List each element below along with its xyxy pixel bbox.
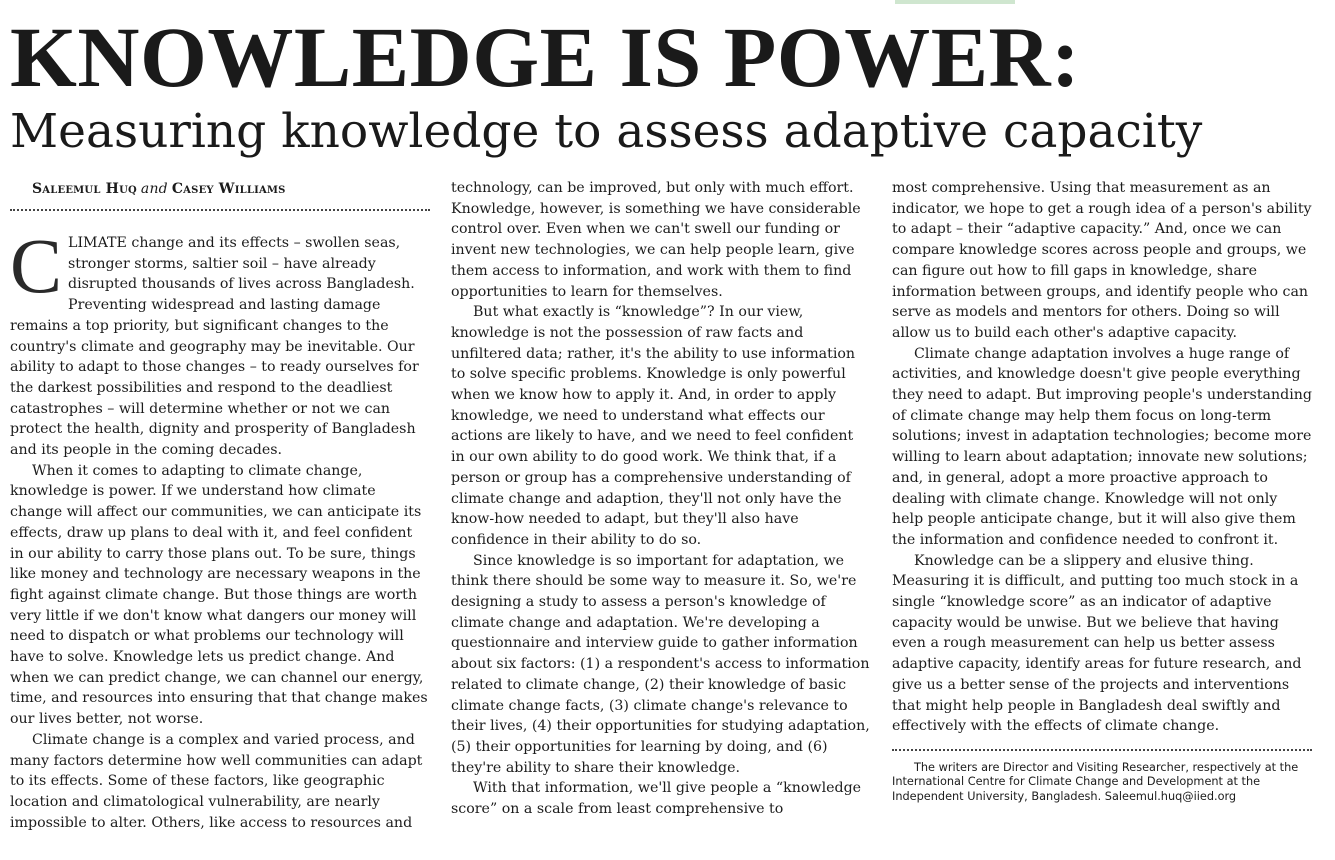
author-note: The writers are Director and Visiting Researcher, respectively at the International Centre for Climate Change and Development at the Independent University, Bangladesh. Saleemul.huq@iied.org xyxy=(892,760,1299,803)
article-paragraph: When it comes to adapting to climate change, knowledge is power. If we understand how climate change will affect our communities, we can anticipate its effects, draw up plans to deal with it, and feel confident in our ability to carry those plans out. To be sure, things like money and technology are necessary weapons in the fight against climate change. But those things are worth very little if we don't know what dangers our money will need to dispatch or what problems our technology will have to solve. Knowledge lets us predict change. And when we can predict change, we can channel our energy, time, and resources into ensuring that that change makes our lives better, not worse. xyxy=(10,462,428,728)
headline: KNOWLEDGE IS POWER: xyxy=(10,9,1081,105)
article-paragraph: Climate change is a complex and varied process, and many factors determine how well communities can adapt to its effects. Some of these factors, like geographic location and climatological vulnerability, are nearly impossible to alter. Others, like access to resources and xyxy=(10,731,423,831)
article-paragraph: With that information, we'll give people a “knowledge score” on a scale from least comprehensive to xyxy=(451,780,862,818)
article-column-1 xyxy=(10,178,430,833)
author-name: Saleemul Huq xyxy=(32,181,137,197)
article-paragraph: Climate change adaptation involves a huge range of activities, and knowledge doesn't give people everything they need to adapt. But improving people's understanding of climate change may help them focus on long-term solutions; invest in adaptation technologies; become more willing to learn about adaptation; innovate new solutions; and, in general, adopt a more proactive approach to dealing with climate change. Knowledge will not only help people anticipate change, but it will also give them the information and confidence needed to confront it. xyxy=(892,345,1312,548)
byline-conjunction: and xyxy=(140,181,168,197)
article-paragraph: technology, can be improved, but only with much effort. Knowledge, however, is something we have considerable control over. Even when we can't swell our funding or invent new technologies, we can help people learn, give them access to information, and work with them to find opportunities to learn for themselves. xyxy=(451,180,861,300)
article-paragraph: Since knowledge is so important for adaptation, we think there should be some way to measure it. So, we're designing a study to assess a person's knowledge of climate change and adaptation. We're developing a questionnaire and interview guide to gather information about six factors: (1) a respondent's access to information related to climate change, (2) their knowledge of basic climate change facts, (3) climate change's relevance to their lives, (4) their opportunities for studying adaptation, (5) their opportunities for learning by doing, and (6) they're ability to share their knowledge. xyxy=(451,552,870,776)
author-name: Casey Williams xyxy=(171,181,286,197)
article-paragraph: most comprehensive. Using that measurement as an indicator, we hope to get a rough idea of a person's ability to adapt – their “adaptive capacity.” And, once we can compare knowledge scores across people and groups, we can figure out how to fill gaps in knowledge, share information between groups, and identify people who can serve as models and mentors for others. Doing so will allow us to build each other's adaptive capacity. xyxy=(892,180,1312,341)
article-column-2 xyxy=(451,178,871,820)
byline xyxy=(10,178,430,200)
article-paragraph: But what exactly is “knowledge”? In our view, knowledge is not the possession of raw facts and unfiltered data; rather, it's the ability to use information to solve specific problems. Knowledge is only powerful when we know how to apply it. And, in order to apply knowledge, we need to understand what effects our actions are likely to have, and we need to feel confident in our own ability to do good work. We think that, if a person or group has a comprehensive understanding of climate change and adaption, they'll not only have the know-how needed to adapt, but they'll also have confidence in their ability to do so. xyxy=(451,304,856,548)
article-paragraph: Knowledge can be a slippery and elusive thing. Measuring it is difficult, and putting too much stock in a single “knowledge score” as an indicator of adaptive capacity would be unwise. But we believe that having even a rough measurement can help us better assess adaptive capacity, identify areas for future research, and give us a better sense of the projects and interventions that might help people in Bangladesh deal swiftly and effectively with the effects of climate change. xyxy=(892,552,1302,735)
drop-cap: C xyxy=(10,222,63,309)
article-column-3 xyxy=(892,178,1312,804)
header-accent-bar xyxy=(895,0,1015,4)
subheadline: Measuring knowledge to assess adaptive capacity xyxy=(10,104,1203,159)
dotted-divider xyxy=(892,749,1312,751)
dotted-divider xyxy=(10,209,430,211)
article-paragraph: CLIMATE change and its effects – swollen seas, stronger storms, saltier soil – have already disrupted thousands of lives across Bangladesh. Preventing widespread and lasting damage remains a top priority, but significant changes to the country's climate and geography may be inevitable. Our ability to adapt to those changes – to ready ourselves for the darkest possibilities and respond to the deadliest catastrophes – will determine whether or not we can protect the health, dignity and prosperity of Bangladesh and its people in the coming decades. xyxy=(10,222,419,459)
